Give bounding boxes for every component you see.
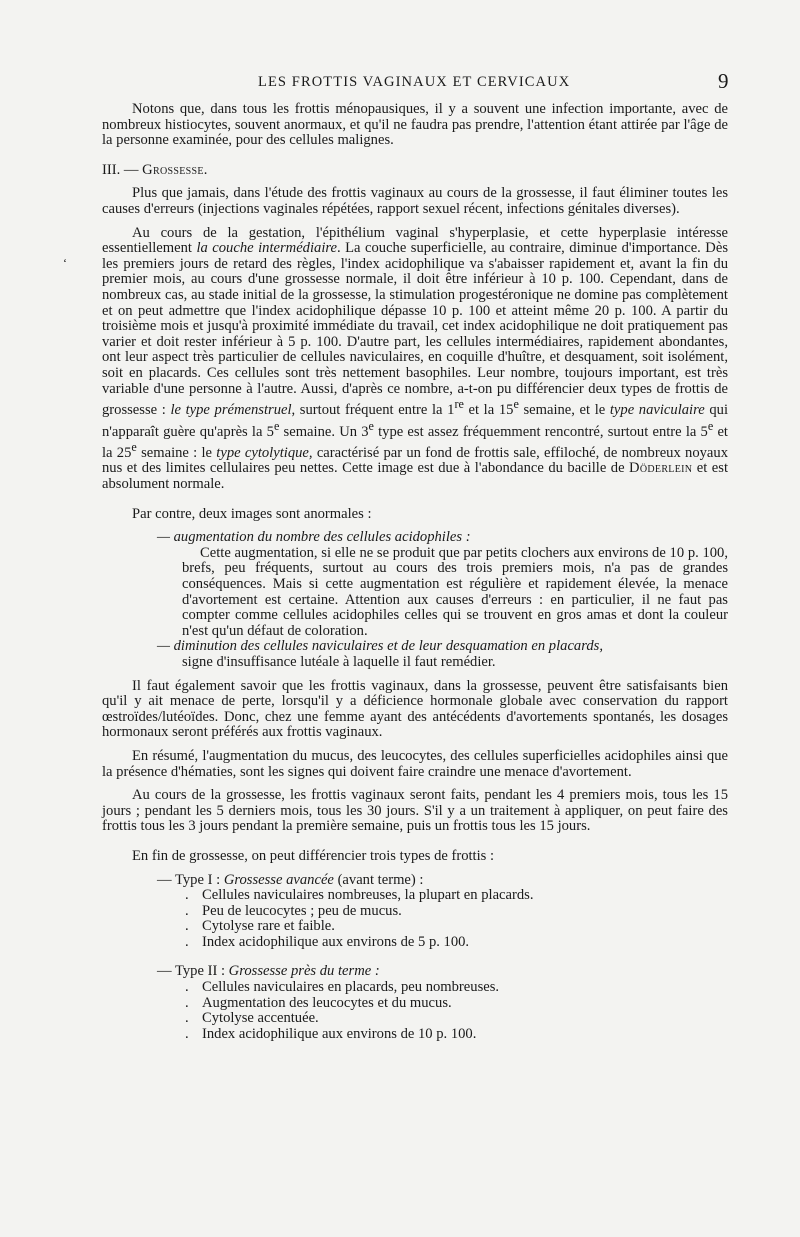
paragraph-par-contre: Par contre, deux images sont anormales : — [132, 505, 372, 522]
text-run: Au cours de la gestation, l'épithélium vaginal s'hyperplasie, et cette hyperplasie intéresse essentiellement — [102, 224, 728, 257]
anomaly-1-heading — [157, 530, 728, 546]
text-run: , surtout fréquent entre la 1 — [291, 401, 455, 418]
paragraph-savoir: Il faut également savoir que les frottis vaginaux, dans la grossesse, peuvent être satisfaisants bien qu'il y ait menace de perte, lorsqu'il y a déficience hormonale globale avec conservation du rapport œstroïdes/lutéoïdes. Donc, chez une femme ayant des antécédents d'avortements spontanés, les dosages hormonaux seront préférés aux frottis vaginaux. — [102, 677, 728, 741]
type-1-heading — [157, 873, 728, 889]
superscript: re — [454, 397, 464, 412]
text-run: et la 25 — [102, 423, 728, 461]
list-item-text: Augmentation des leucocytes et du mucus. — [202, 994, 452, 1011]
list-item-text: Cellules naviculaires en placards, peu nombreuses. — [202, 979, 500, 996]
list-item — [185, 904, 728, 920]
author-name: Döderlein — [629, 460, 693, 477]
running-title: LES FROTTIS VAGINAUX ET CERVICAUX — [258, 74, 571, 90]
text-run: . La couche superficielle, au contraire, diminue d'importance. Dès les premiers jours de retard des règles, l'index acidophilique va s'abaisser rapidement et, avant la fin du premier mois, au cours d'une grossesse normale, il doit être inférieur à 10 p. 100. Cependant, dans de nombreux cas, au stade initial de la grossesse, la stimulation progestéronique ne domine pas complètement et on peut admettre que l'index acidophilique dépasse 10 p. 100 et atteint même 20 p. 100. A partir du troisième mois et jusqu'à proximité immédiate du travail, cet index acidophilique ne doit pratiquement pas varier et doit rester inférieur à 5 p. 100. D'autre part, les cellules intermédiaires, rapidement abondantes, ont leur aspect très particulier de cellules naviculaires, en coquille d'huître, et desquament, soit isolément, soit en placards. Ces cellules sont très nettement basophiles. Leur nombre, toujours important, est très variable d'une personne à l'autre. Aussi, d'après ce nombre, a-t-on pu différencier deux types de frottis de grossesse : — [102, 240, 728, 418]
italic-run: le type prémenstruel — [170, 401, 292, 418]
running-header — [0, 69, 800, 96]
bullet: . — [185, 979, 189, 996]
anomaly-2-heading — [157, 639, 728, 655]
list-item — [185, 1011, 728, 1027]
paragraph-plus-que-jamais: Plus que jamais, dans l'étude des frottis vaginaux au cours de la grossesse, il faut éliminer toutes les causes d'erreurs (injections vaginales répétées, rapport sexuel récent, infections génitales diverses). — [102, 185, 728, 217]
anomaly-2-title: — diminution des cellules naviculaires et de leur desquamation en placards, — [157, 638, 603, 655]
paragraph-menopause: Notons que, dans tous les frottis ménopausiques, il y a souvent une infection importante, avec de nombreux histiocytes, souvent anormaux, et qu'il ne faudra pas prendre, l'attention étant attirée par l'âge de la personne examinée, pour des cellules malignes. — [102, 101, 728, 149]
paragraph-cours: Au cours de la grossesse, les frottis vaginaux seront faits, pendant les 4 premiers mois, tous les 15 jours ; pendant les 5 derniers mois, tous les 30 jours. S'il y a un traitement à appliquer, on peut faire des frottis tous les 3 jours pendant la première semaine, puis un frottis tous les 15 jours. — [102, 787, 728, 835]
paragraph-fin-grossesse: En fin de grossesse, on peut différencier trois types de frottis : — [132, 847, 495, 864]
superscript: e — [368, 418, 374, 433]
text-run: semaine, et le — [518, 401, 610, 418]
bullet: . — [185, 933, 189, 950]
type-1-label: — Type I : — [157, 871, 224, 888]
list-item — [185, 935, 728, 951]
page-body — [102, 102, 728, 1042]
text-run: type est assez fréquemment rencontré, surtout entre la 5 — [373, 423, 708, 440]
type-1-name: Grossesse avancée — [223, 871, 334, 888]
section-number: III. — — [102, 161, 139, 178]
list-item-text: Cytolyse rare et faible. — [202, 918, 335, 935]
type-2-label: — Type II : — [157, 963, 229, 980]
type-2-name: Grossesse près du terme : — [228, 963, 380, 980]
superscript: e — [707, 418, 714, 433]
list-item — [185, 980, 728, 996]
anomaly-1-title: — augmentation du nombre des cellules acidophiles : — [157, 529, 471, 546]
text-run: semaine. Un 3 — [279, 423, 369, 440]
type-2-heading — [157, 964, 728, 980]
bullet: . — [185, 1010, 189, 1027]
anomaly-2-text: signe d'insuffisance lutéale à laquelle il faut remédier. — [182, 653, 496, 670]
superscript: e — [513, 397, 519, 412]
type-1-suffix: (avant terme) : — [333, 871, 424, 888]
list-item-text: Cytolyse accentuée. — [202, 1010, 319, 1027]
bullet: . — [185, 902, 189, 919]
list-item-text: Index acidophilique aux environs de 10 p. 100. — [202, 1025, 477, 1042]
text-run: semaine : le — [136, 444, 217, 461]
bullet: . — [185, 1025, 189, 1042]
list-item — [185, 1027, 728, 1043]
text-run: caractérisé par un fond de frottis sale, effiloché, de nombreux noyaux nus et des limites cellulaires peu nettes. Cette image est due à l'abondance du bacille de — [102, 444, 728, 477]
section-title: Grossesse. — [142, 161, 208, 178]
text-run: et la 15 — [463, 401, 514, 418]
superscript: e — [131, 440, 137, 454]
paragraph-gestation — [102, 226, 728, 493]
list-item-text: Cellules naviculaires nombreuses, la plupart en placards. — [202, 887, 534, 904]
text-run: et est absolument normale. — [102, 460, 728, 493]
italic-run: la couche intermédiaire — [196, 240, 337, 257]
list-item-text: Peu de leucocytes ; peu de mucus. — [202, 902, 402, 919]
text-run: qui n'apparaît guère qu'après la 5 — [102, 401, 729, 440]
list-item — [185, 996, 728, 1012]
italic-run: type naviculaire — [609, 401, 705, 418]
paragraph-resume: En résumé, l'augmentation du mucus, des leucocytes, des cellules superficielles acidophiles ainsi que la présence d'hématies, sont les signes qui doivent faire craindre une menace d'avortement. — [102, 747, 728, 780]
list-item — [185, 888, 728, 904]
list-item — [185, 919, 728, 935]
list-item-text: Index acidophilique aux environs de 5 p. 100. — [202, 933, 470, 950]
bullet: . — [185, 887, 189, 904]
section-heading — [102, 163, 728, 179]
superscript: e — [273, 418, 280, 433]
bullet: . — [185, 994, 189, 1011]
italic-run: type cytolytique, — [216, 444, 313, 461]
margin-mark: ʻ — [63, 256, 67, 270]
page-number: 9 — [718, 69, 729, 93]
anomaly-1-text: Cette augmentation, si elle ne se produit que par petits clochers aux environs de 10 p. 100, brefs, peu fréquents, surtout au cours des trois premiers mois, n'a pas de grandes conséquences. Mais si cette augmentation est régulière et rapidement élevée, la menace d'avortement est certaine. Attention aux causes d'erreurs : en particulier, il ne faut pas compter comme cellules acidophiles celles qui se trouvent en gros amas et dont la couleur n'est qu'un défaut de coloration. — [182, 544, 728, 639]
bullet: . — [185, 918, 189, 935]
